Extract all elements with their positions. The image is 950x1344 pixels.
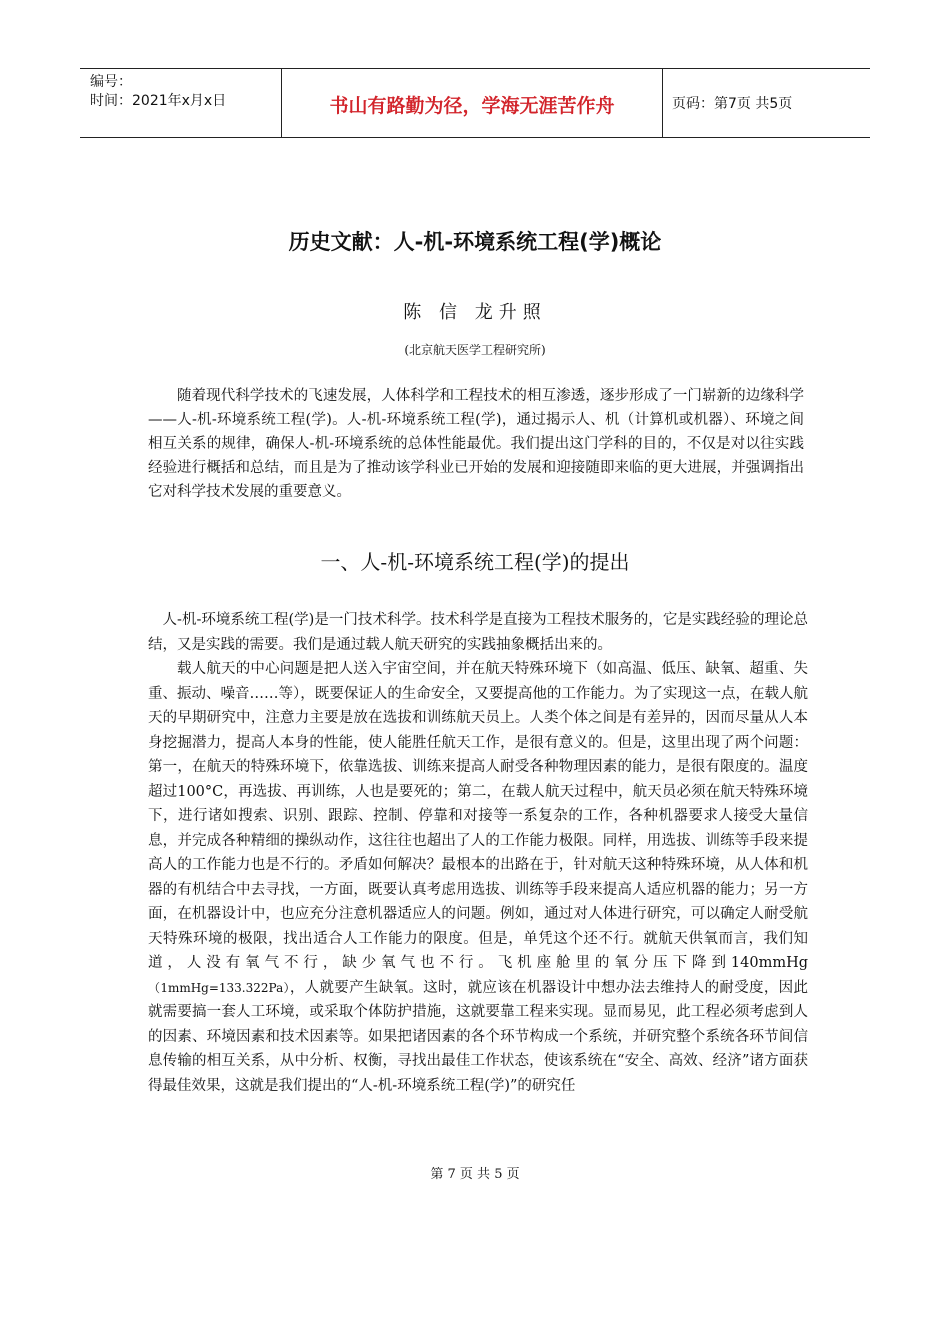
header-motto-cell (281, 69, 663, 137)
body-paragraph-1: 人-机-环境系统工程(学)是一门技术科学。技术科学是直接为工程技术服务的，它是实践经验的理论总结，又是实践的需要。我们是通过载人航天研究的实践抽象概括出来的。 (148, 612, 808, 653)
document-title: 历史文献：人-机-环境系统工程(学)概论 (288, 230, 662, 254)
paragraph-2-part-b: ，人就要产生缺氧。这时，就应该在机器设计中想办法去维持人的耐受度，因此就需要搞一套人工环境，或采取个体防护措施，这就要靠工程来实现。显而易见，此工程必须考虑到人的因素、环境因素和技术因素等。如果把诸因素的各个环节构成一个系统，并研究整个系统各环节间信息传输的相互关系，从中分析、权衡，寻找出最佳工作状态，使该系统在“安全、高效、经济”诸方面获得最佳效果，这就是我们提出的“人-机-环境系统工程(学)”的研究任 (148, 979, 808, 1094)
page-header (80, 68, 870, 138)
header-meta (90, 73, 280, 111)
body-paragraph-2 (148, 657, 808, 1098)
unit-conversion-note: （1mmHg=133.322Pa） (148, 980, 290, 995)
document-date-label: 时间：2021年x月x日 (90, 93, 227, 109)
author-affiliation: (北京航天医学工程研究所) (404, 343, 546, 357)
body-text (148, 608, 808, 1098)
abstract-paragraph: 随着现代科学技术的飞速发展，人体科学和工程技术的相互渗透，逐步形成了一门崭新的边缘科学——人-机-环境系统工程(学)。人-机-环境系统工程(学)，通过揭示人、机（计算机或机器）、环境之间相互关系的规律，确保人-机-环境系统的总体性能最优。我们提出这门学科的目的，不仅是对以往实践经验进行概括和总结，而且是为了推动该学科业已开始的发展和迎接随即来临的更大进展，并强调指出它对科学技术发展的重要意义。 (148, 388, 804, 500)
section-heading: 一、人-机-环境系统工程(学)的提出 (320, 550, 630, 574)
document-authors: 陈 信 龙升照 (403, 302, 547, 323)
header-motto: 书山有路勤为径，学海无涯苦作舟 (329, 95, 615, 117)
header-page-info: 页码：第7页 共5页 (672, 96, 793, 112)
paragraph-2-part-a: 载人航天的中心问题是把人送入宇宙空间，并在航天特殊环境下（如高温、低压、缺氧、超重、失重、振动、噪音……等），既要保证人的生命安全，又要提高他的工作能力。为了实现这一点，在载人航天的早期研究中，注意力主要是放在选拔和训练航天员上。人类个体之间是有差异的，因而尽量从人本身挖掘潜力，提高人本身的性能，使人能胜任航天工作，是很有意义的。但是，这里出现了两个问题：第一，在航天的特殊环境下，依靠选拔、训练来提高人耐受各种物理因素的能力，是很有限度的。温度超过100°C，再选拔、再训练，人也是要死的；第二，在载人航天过程中，航天员必须在航天特殊环境下，进行诸如搜索、识别、跟踪、控制、停靠和对接等一系复杂的工作，各种机器要求人接受大量信息，并完成各种精细的操纵动作，这往往也超出了人的工作能力极限。同样，用选拔、训练等手段来提高人的工作能力也是不行的。矛盾如何解决？最根本的出路在于，针对航天这种特殊环境，从人体和机器的有机结合中去寻找，一方面，既要认真考虑用选拔、训练等手段来提高人适应机器的能力；另一方面，在机器设计中，也应充分注意机器适应人的问题。例如，通过对人体进行研究，可以确定人耐受航天特殊环境的极限，找出适合人工作能力的限度。但是，单凭这个还不行。就航天供氧而言，我们知道，人没有氧气不行，缺少氧气也不行。飞机座舱里的氧分压下降到140mmHg (148, 661, 808, 971)
document-number-label: 编号： (90, 74, 132, 90)
page-footer: 第 7 页 共 5 页 (430, 1167, 520, 1182)
